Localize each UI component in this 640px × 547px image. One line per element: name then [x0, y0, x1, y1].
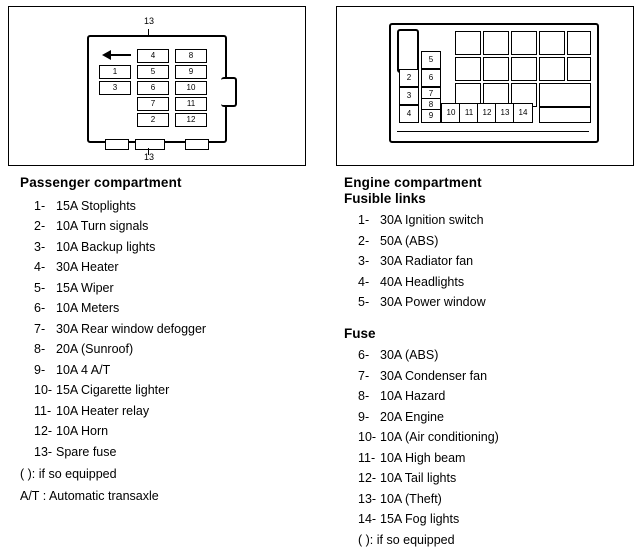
list-item-text: 10A Meters — [56, 301, 120, 315]
fuse-subtitle: Fuse — [344, 325, 376, 341]
fuse-cell-9[interactable]: 9 — [175, 65, 207, 79]
list-item-text: 50A (ABS) — [380, 233, 439, 248]
fuse-cell-5[interactable]: 5 — [421, 51, 441, 69]
list-item-text: 10A (Air conditioning) — [380, 430, 499, 444]
relay-slot[interactable] — [567, 57, 591, 81]
fuse-block-side-nub — [221, 77, 237, 107]
list-item-number: 11- — [358, 450, 376, 465]
list-item — [34, 323, 320, 336]
list-item — [34, 282, 320, 295]
engine-compartment-title: Engine compartment — [344, 175, 482, 190]
list-item — [358, 255, 634, 268]
list-item-number: 13- — [34, 444, 53, 459]
list-item — [358, 452, 634, 465]
list-item-text: 30A Rear window defogger — [56, 321, 207, 336]
list-item-text: 10A Heater relay — [56, 403, 150, 418]
bottom-tab-left — [105, 139, 129, 150]
fuse-cell-7[interactable]: 7 — [137, 97, 169, 111]
list-item — [34, 220, 320, 233]
list-item-text: 10A Hazard — [380, 389, 446, 403]
list-item-text: 30A Power window — [380, 295, 486, 309]
fusible-links-subtitle: Fusible links — [344, 190, 426, 206]
list-item-number: 4- — [34, 260, 46, 274]
list-item — [358, 214, 634, 227]
fusible-links-list — [344, 214, 634, 309]
list-item-text: 10A Backup lights — [56, 239, 156, 254]
fuse-cell-2[interactable]: 2 — [399, 69, 419, 87]
list-item-number: 8- — [34, 342, 46, 356]
fuse-cell-3[interactable]: 3 — [99, 81, 131, 95]
list-item-text: 10A 4 A/T — [56, 362, 111, 377]
list-item — [358, 390, 634, 403]
list-item-text: 10A Tail lights — [380, 471, 457, 485]
relay-slot[interactable] — [511, 57, 537, 81]
list-item-number: 5- — [358, 295, 370, 309]
fuse-cell-1[interactable]: 1 — [99, 65, 131, 79]
list-item — [34, 384, 320, 397]
list-item-text: 10A Turn signals — [56, 219, 149, 233]
list-item-number: 1- — [34, 198, 46, 213]
legend-note-automatic-transaxle: A/T : Automatic transaxle — [20, 488, 159, 503]
bottom-tab-right — [185, 139, 209, 150]
legend-note-if-so-equipped: ( ): if so equipped — [20, 467, 117, 481]
callout-13-top: 13 — [143, 16, 154, 26]
list-item-number: 14- — [358, 512, 377, 526]
list-item-text: 40A Headlights — [380, 274, 465, 289]
fuse-cell-8[interactable]: 8 — [421, 98, 441, 111]
relay-slot[interactable] — [455, 31, 481, 55]
relay-slot[interactable] — [539, 57, 565, 81]
callout-13-bottom: 13 — [143, 152, 154, 162]
passenger-fuse-list — [20, 200, 320, 459]
list-item — [358, 493, 634, 506]
fuse-cell-4[interactable]: 4 — [399, 105, 419, 123]
relay-slot[interactable] — [567, 31, 591, 55]
list-item — [34, 200, 320, 213]
passenger-compartment-legend — [20, 176, 320, 502]
list-item — [34, 241, 320, 254]
fuse-cell-12[interactable]: 12 — [175, 113, 207, 127]
list-item-text: 15A Stoplights — [56, 198, 136, 213]
relay-slot[interactable] — [483, 31, 509, 55]
list-item — [358, 370, 634, 383]
list-item — [358, 276, 634, 289]
list-item-text: 10A Horn — [56, 424, 109, 438]
list-item — [34, 446, 320, 459]
direction-arrow-head — [102, 50, 111, 60]
legend-note-if-so-equipped: ( ): if so equipped — [358, 532, 455, 547]
list-item-text: 15A Wiper — [56, 280, 114, 295]
list-item-number: 9- — [34, 362, 46, 377]
list-item-text: 30A Ignition switch — [380, 213, 484, 227]
list-item-text: 10A High beam — [380, 450, 466, 465]
fuse-cell-8[interactable]: 8 — [175, 49, 207, 63]
list-item-number: 12- — [34, 424, 53, 438]
list-item-number: 9- — [358, 409, 370, 424]
list-item-text: 15A Fog lights — [380, 512, 460, 526]
list-item — [34, 302, 320, 315]
list-item-number: 4- — [358, 274, 370, 289]
passenger-compartment-diagram — [8, 6, 306, 166]
lower-right-slot[interactable] — [539, 107, 591, 123]
list-item-number: 8- — [358, 389, 370, 403]
list-item — [358, 296, 634, 309]
list-item — [34, 364, 320, 377]
list-item-number: 6- — [34, 301, 46, 315]
relay-slot[interactable] — [483, 57, 509, 81]
fuse-cell-5[interactable]: 5 — [137, 65, 169, 79]
list-item — [358, 235, 634, 248]
fuse-cell-7[interactable]: 7 — [421, 87, 441, 100]
relay-slot[interactable] — [539, 31, 565, 55]
list-item — [358, 472, 634, 485]
fuse-cell-6[interactable]: 6 — [421, 69, 441, 87]
list-item — [358, 431, 634, 444]
list-item — [34, 343, 320, 356]
fuse-cell-12[interactable]: 12 — [477, 103, 497, 123]
fuse-cell-4[interactable]: 4 — [137, 49, 169, 63]
list-item — [358, 513, 634, 526]
fuse-cell-6[interactable]: 6 — [137, 81, 169, 95]
list-item-text: Spare fuse — [56, 444, 117, 459]
list-item-text: 30A Heater — [56, 260, 119, 274]
engine-compartment-diagram — [336, 6, 634, 166]
list-item-number: 7- — [358, 368, 370, 383]
relay-slot-wide[interactable] — [539, 83, 591, 107]
fuse-list — [344, 349, 634, 526]
list-item-number: 5- — [34, 280, 46, 295]
fuse-cell-10[interactable]: 10 — [441, 103, 461, 123]
list-item-text: 30A Condenser fan — [380, 368, 488, 383]
list-item-text: 30A (ABS) — [380, 348, 439, 362]
list-item-number: 1- — [358, 213, 370, 227]
list-item — [34, 425, 320, 438]
fuse-cell-3[interactable]: 3 — [399, 87, 419, 105]
spacer — [344, 317, 634, 327]
list-item — [358, 411, 634, 424]
fuse-cell-9[interactable]: 9 — [421, 109, 441, 123]
list-item-number: 7- — [34, 321, 46, 336]
list-item-number: 2- — [34, 219, 46, 233]
list-item-number: 3- — [358, 254, 370, 268]
list-item-number: 3- — [34, 239, 46, 254]
list-item-text: 20A (Sunroof) — [56, 342, 134, 356]
fuse-cell-14[interactable]: 14 — [513, 103, 533, 123]
fuse-cell-11[interactable]: 11 — [459, 103, 479, 123]
fuse-cell-11[interactable]: 11 — [175, 97, 207, 111]
list-item-text: 10A (Theft) — [380, 491, 442, 506]
list-item-number: 10- — [358, 430, 377, 444]
list-item-number: 13- — [358, 491, 377, 506]
engine-compartment-legend — [344, 176, 634, 546]
list-item-number: 11- — [34, 403, 52, 418]
fuse-cell-10[interactable]: 10 — [175, 81, 207, 95]
fusible-link-connector — [397, 29, 419, 73]
list-item-number: 2- — [358, 233, 370, 248]
direction-arrow-shaft — [109, 54, 131, 56]
list-item-text: 15A Cigarette lighter — [56, 383, 170, 397]
passenger-compartment-title: Passenger compartment — [20, 175, 182, 190]
list-item-number: 12- — [358, 471, 377, 485]
fuse-cell-2[interactable]: 2 — [137, 113, 169, 127]
relay-slot[interactable] — [511, 31, 537, 55]
bottom-tab-center — [135, 139, 165, 150]
relay-slot[interactable] — [455, 57, 481, 81]
list-item-number: 6- — [358, 348, 370, 362]
list-item — [34, 405, 320, 418]
fuse-cell-13[interactable]: 13 — [495, 103, 515, 123]
list-item-number: 10- — [34, 383, 53, 397]
list-item — [358, 349, 634, 362]
list-item — [34, 261, 320, 274]
base-line — [397, 131, 589, 132]
list-item-text: 30A Radiator fan — [380, 254, 474, 268]
list-item-text: 20A Engine — [380, 409, 444, 424]
